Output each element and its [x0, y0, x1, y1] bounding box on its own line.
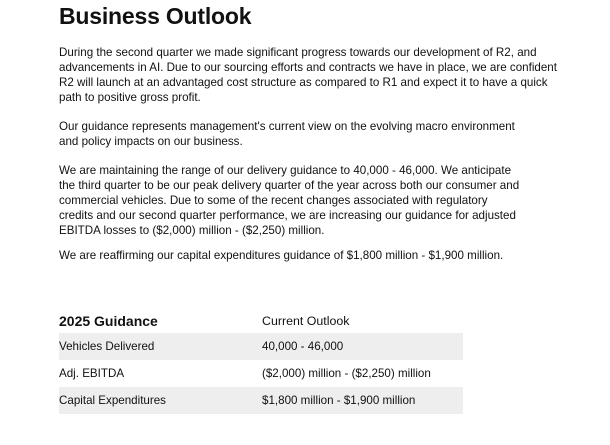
text-line: credits and our second quarter performance, we are increasing our guidance for adjusted [59, 209, 516, 222]
paragraph-delivery-guidance [59, 163, 579, 238]
text-line: During the second quarter we made significant progress towards our development of R2, and [59, 46, 537, 59]
text-line: We are reaffirming our capital expenditures guidance of $1,800 million - $1,900 million. [59, 249, 504, 262]
text-line: EBITDA losses to ($2,000) million - ($2,250) million. [59, 224, 325, 237]
paragraph-capex-guidance [59, 248, 579, 263]
page-title: Business Outlook [59, 3, 252, 29]
text-line: R2 will launch at an advantaged cost structure as compared to R1 and expect it to have a quick [59, 76, 548, 89]
paragraph-r2-progress [59, 45, 579, 105]
text-line: advancements in AI. Due to our sourcing efforts and contracts we have in place, we are confident [59, 61, 557, 74]
table-cell-metric: Adj. EBITDA [59, 367, 125, 380]
text-line: We are maintaining the range of our delivery guidance to 40,000 - 46,000. We anticipate [59, 164, 512, 177]
paragraph-guidance-view [59, 119, 579, 149]
table-header-guidance: 2025 Guidance [59, 313, 158, 329]
table-header-row [59, 309, 463, 333]
table-row [59, 333, 463, 360]
guidance-table [59, 309, 463, 414]
table-cell-metric: Vehicles Delivered [59, 340, 155, 353]
table-cell-value: 40,000 - 46,000 [262, 340, 344, 353]
table-row [59, 387, 463, 414]
table-cell-value: $1,800 million - $1,900 million [262, 394, 416, 407]
table-header-outlook: Current Outlook [262, 314, 350, 328]
table-cell-metric: Capital Expenditures [59, 394, 166, 407]
text-line: Our guidance represents management's current view on the evolving macro environment [59, 120, 515, 133]
table-row [59, 360, 463, 387]
table-cell-value: ($2,000) million - ($2,250) million [262, 367, 431, 380]
text-line: the third quarter to be our peak delivery quarter of the year across both our consumer and [59, 179, 520, 192]
text-line: commercial vehicles. Due to some of the recent changes associated with regulatory [59, 194, 488, 207]
text-line: path to positive gross profit. [59, 91, 201, 104]
text-line: and policy impacts on our business. [59, 135, 243, 148]
